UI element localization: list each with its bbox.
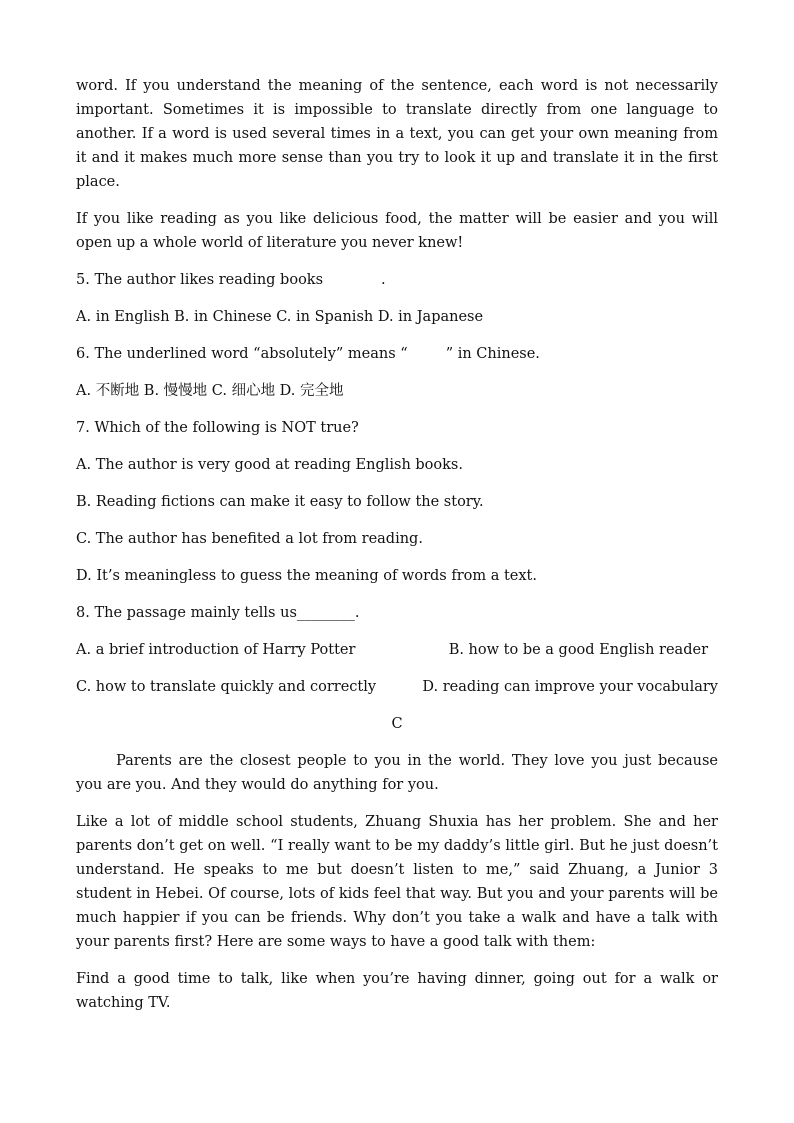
question-8-option-d: D. reading can improve your vocabulary [422, 679, 718, 695]
question-8-options-row-2 [76, 675, 718, 699]
question-6-options: A. 不断地 B. 慢慢地 C. 细心地 D. 完全地 [76, 383, 344, 399]
question-6-end: ” in Chinese. [445, 346, 540, 362]
question-7-option-a: A. The author is very good at reading English books. [76, 457, 463, 473]
question-8-option-a: A. a brief introduction of Harry Potter [76, 642, 356, 658]
question-5-end: . [381, 272, 386, 288]
question-5-options: A. in English B. in Chinese C. in Spanish D. in Japanese [76, 309, 484, 325]
passage-paragraph: word. If you understand the meaning of the sentence, each word is not necessarily important. Sometimes it is impossible to translate directly from one language to another. If a word is used several times in a text, you can get your own meaning from it and it makes much more sense than you try to look it up and translate it in the first place. [76, 78, 718, 190]
question-7-option-d: D. It’s meaningless to guess the meaning of words from a text. [76, 568, 537, 584]
passage-paragraph: Parents are the closest people to you in the world. They love you just because you are you. And they would do anything for you. [76, 753, 718, 793]
question-7-option-b: B. Reading fictions can make it easy to follow the story. [76, 494, 484, 510]
question-8-option-b: B. how to be a good English reader [448, 642, 708, 658]
document-page [76, 74, 718, 1028]
question-5 [76, 268, 718, 292]
question-8-option-c: C. how to translate quickly and correctly [76, 679, 377, 695]
question-5-stem: 5. The author likes reading books [76, 272, 324, 288]
question-7-stem: 7. Which of the following is NOT true? [76, 420, 359, 436]
question-6 [76, 342, 718, 366]
question-6-stem: 6. The underlined word “absolutely” means “ [76, 346, 408, 362]
section-heading: C [391, 716, 403, 732]
passage-paragraph: Like a lot of middle school students, Zhuang Shuxia has her problem. She and her parents don’t get on well. “I really want to be my daddy’s little girl. But he just doesn’t understand. He speaks to me but doesn’t listen to me,” said Zhuang, a Junior 3 student in Hebei. Of course, lots of kids feel that way. But you and your parents will be much happier if you can be friends. Why don’t you take a walk and have a talk with your parents first? Here are some ways to have a good talk with them: [76, 814, 718, 950]
question-8-stem: 8. The passage mainly tells us________. [76, 605, 360, 621]
question-7-option-c: C. The author has benefited a lot from reading. [76, 531, 423, 547]
passage-paragraph: Find a good time to talk, like when you’re having dinner, going out for a walk or watching TV. [76, 971, 718, 1011]
question-8-options-row-1 [76, 638, 718, 662]
passage-paragraph: If you like reading as you like delicious food, the matter will be easier and you will open up a whole world of literature you never knew! [76, 211, 718, 251]
